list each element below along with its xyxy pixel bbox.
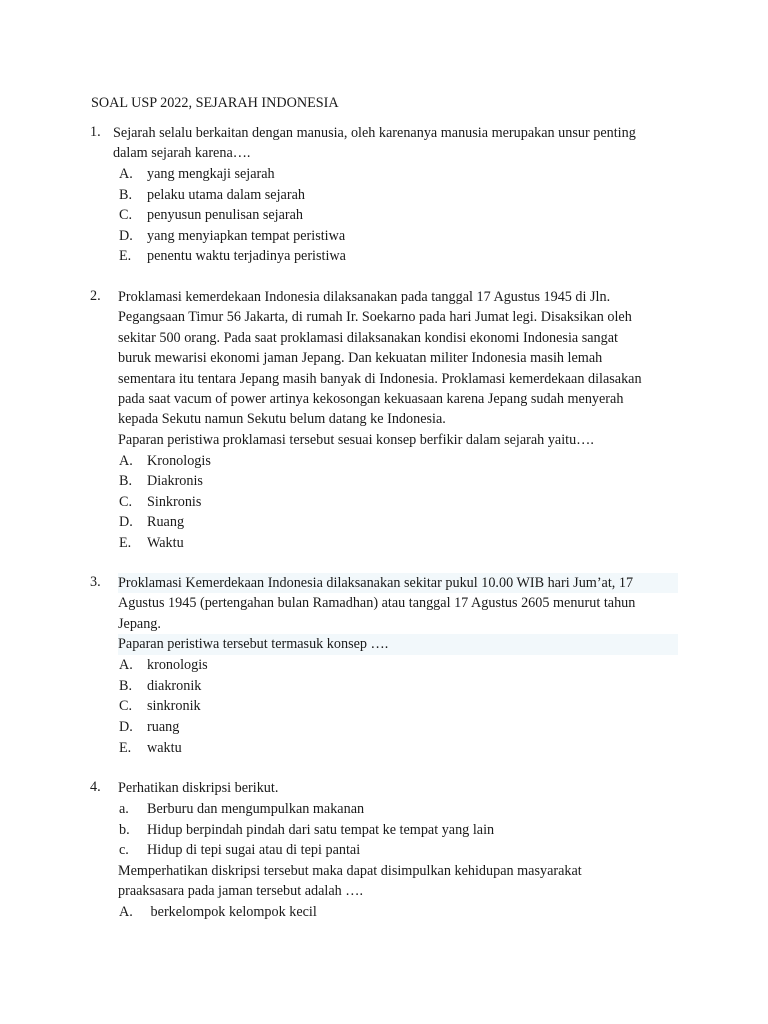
- point-label: b.: [119, 822, 130, 838]
- option-label: A.: [119, 166, 133, 182]
- question-line: buruk mewarisi ekonomi jaman Jepang. Dan kekuatan militer Indonesia masih lemah: [118, 350, 603, 367]
- option-text: penentu waktu terjadinya peristiwa: [147, 248, 346, 264]
- option-text: berkelompok kelompok kecil: [147, 904, 317, 920]
- question-number: 1.: [90, 124, 101, 140]
- question-number: 3.: [90, 574, 101, 590]
- option-label: E.: [119, 740, 132, 756]
- option-text: waktu: [147, 740, 182, 756]
- option-text: yang mengkaji sejarah: [147, 166, 275, 182]
- question-line: Proklamasi Kemerdekaan Indonesia dilaksanakan sekitar pukul 10.00 WIB hari Jum’at, 17: [118, 573, 678, 593]
- question-line: Pegangsaan Timur 56 Jakarta, di rumah Ir. Soekarno pada hari Jumat legi. Disaksikan oleh: [118, 309, 632, 326]
- question-line: pada saat vacum of power artinya kekosongan kekuasaan karena Jepang sudah menyerah: [118, 391, 624, 408]
- question-line: Perhatikan diskripsi berikut.: [118, 780, 279, 796]
- option-label: C.: [119, 207, 133, 223]
- option-label: B.: [119, 187, 133, 203]
- question-text: [113, 123, 673, 164]
- option-text: diakronik: [147, 678, 202, 694]
- question-number: 4.: [90, 779, 101, 795]
- question-intro: [118, 778, 678, 798]
- question-line: sekitar 500 orang. Pada saat proklamasi dilaksanakan kondisi ekonomi Indonesia sangat: [118, 329, 618, 346]
- question-line: Jepang.: [118, 615, 161, 632]
- option-text: kronologis: [147, 657, 208, 673]
- option-label: E.: [119, 248, 132, 264]
- question-line: Paparan peristiwa tersebut termasuk konsep ….: [118, 634, 678, 654]
- question-line: dalam sejarah karena….: [113, 145, 251, 162]
- question-line: sementara itu tentara Jepang masih banyak di Indonesia. Proklamasi kemerdekaan dilasakan: [118, 370, 642, 387]
- option-label: D.: [119, 719, 133, 735]
- question-text: [118, 861, 678, 902]
- point-label: a.: [119, 801, 129, 817]
- question-line: Sejarah selalu berkaitan dengan manusia, oleh karenanya manusia merupakan unsur penting: [113, 125, 636, 141]
- option-label: D.: [119, 514, 133, 530]
- option-label: A.: [119, 453, 133, 469]
- question-line: praaksasara pada jaman tersebut adalah ….: [118, 883, 364, 900]
- option-label: B.: [119, 678, 133, 694]
- option-label: D.: [119, 228, 133, 244]
- question-line: Paparan peristiwa proklamasi tersebut sesuai konsep berfikir dalam sejarah yaitu….: [118, 431, 594, 448]
- option-text: pelaku utama dalam sejarah: [147, 187, 305, 203]
- document-title: SOAL USP 2022, SEJARAH INDONESIA: [91, 95, 339, 111]
- question-text: [118, 287, 678, 450]
- option-text: Kronologis: [147, 453, 211, 469]
- option-text: yang menyiapkan tempat peristiwa: [147, 228, 346, 244]
- point-text: Berburu dan mengumpulkan makanan: [147, 801, 365, 817]
- point-label: c.: [119, 842, 129, 858]
- option-label: A.: [119, 904, 133, 920]
- point-text: Hidup berpindah pindah dari satu tempat ke tempat yang lain: [147, 822, 495, 838]
- question-line: Agustus 1945 (pertengahan bulan Ramadhan) atau tanggal 17 Agustus 2605 menurut tahun: [118, 595, 636, 612]
- option-label: C.: [119, 698, 133, 714]
- option-text: penyusun penulisan sejarah: [147, 207, 304, 223]
- option-text: sinkronik: [147, 698, 201, 714]
- option-text: Waktu: [147, 535, 184, 551]
- option-text: Ruang: [147, 514, 185, 530]
- question-text: [118, 573, 678, 655]
- option-label: E.: [119, 535, 132, 551]
- option-text: ruang: [147, 719, 180, 735]
- option-label: B.: [119, 473, 133, 489]
- option-label: C.: [119, 494, 133, 510]
- option-text: Diakronis: [147, 473, 203, 489]
- option-text: Sinkronis: [147, 494, 202, 510]
- question-number: 2.: [90, 288, 101, 304]
- question-line: Proklamasi kemerdekaan Indonesia dilaksanakan pada tanggal 17 Agustus 1945 di Jln.: [118, 289, 611, 305]
- question-line: kepada Sekutu namun Sekutu belum datang ke Indonesia.: [118, 411, 446, 428]
- question-line: Memperhatikan diskripsi tersebut maka dapat disimpulkan kehidupan masyarakat: [118, 863, 582, 879]
- option-label: A.: [119, 657, 133, 673]
- point-text: Hidup di tepi sugai atau di tepi pantai: [147, 842, 361, 858]
